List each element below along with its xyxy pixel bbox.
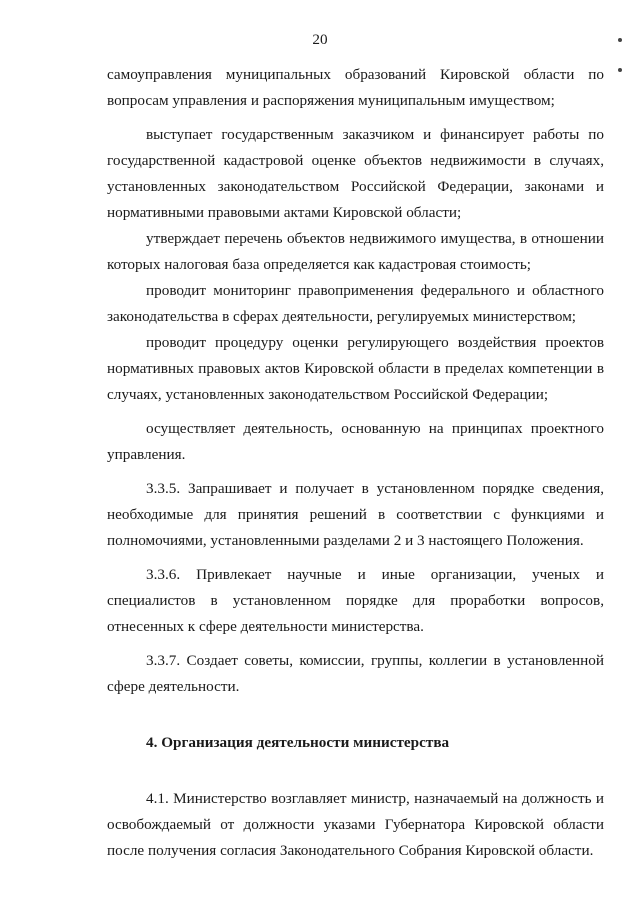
paragraph-monitoring: проводит мониторинг правоприменения федерального и областного законодательства в сферах деятельности, регулируемых министерством; <box>107 282 604 325</box>
scan-speck <box>618 38 622 42</box>
document-body <box>107 62 604 864</box>
section-heading: 4. Организация деятельности министерства <box>146 734 450 751</box>
paragraph-property-list: утверждает перечень объектов недвижимого имущества, в отношении которых налоговая база определяется как кадастровая стоимость; <box>107 230 604 273</box>
paragraph-state-customer: выступает государственным заказчиком и финансирует работы по государственной кадастровой оценке объектов недвижимости в случаях, установленных законодательством Российской Федерации, законами и нормативными правовыми актами Кировской области; <box>107 126 604 221</box>
paragraph-project-management: осуществляет деятельность, основанную на принципах проектного управления. <box>107 420 604 463</box>
page-number: 20 <box>312 31 328 48</box>
paragraph-continuation: самоуправления муниципальных образований Кировской области по вопросам управления и распоряжения муниципальным имуществом; <box>107 66 604 109</box>
paragraph-4-1: 4.1. Министерство возглавляет министр, назначаемый на должность и освобождаемый от должности указами Губернатора Кировской области после получения согласия Законодательного Собрания Кировской области. <box>107 790 604 859</box>
paragraph-3-3-7: 3.3.7. Создает советы, комиссии, группы, коллегии в установленной сфере деятельности. <box>107 652 604 695</box>
scan-speck <box>618 68 622 72</box>
paragraph-3-3-5: 3.3.5. Запрашивает и получает в установленном порядке сведения, необходимые для принятия решений в соответствии с функциями и полномочиями, установленными разделами 2 и 3 настоящего Положения. <box>107 480 604 549</box>
paragraph-regulatory-assessment: проводит процедуру оценки регулирующего воздействия проектов нормативных правовых актов Кировской области в пределах компетенции в случаях, установленных законодательством Российской Федерации; <box>107 334 604 403</box>
paragraph-3-3-6: 3.3.6. Привлекает научные и иные организации, ученых и специалистов в установленном порядке для проработки вопросов, отнесенных к сфере деятельности министерства. <box>107 566 604 635</box>
